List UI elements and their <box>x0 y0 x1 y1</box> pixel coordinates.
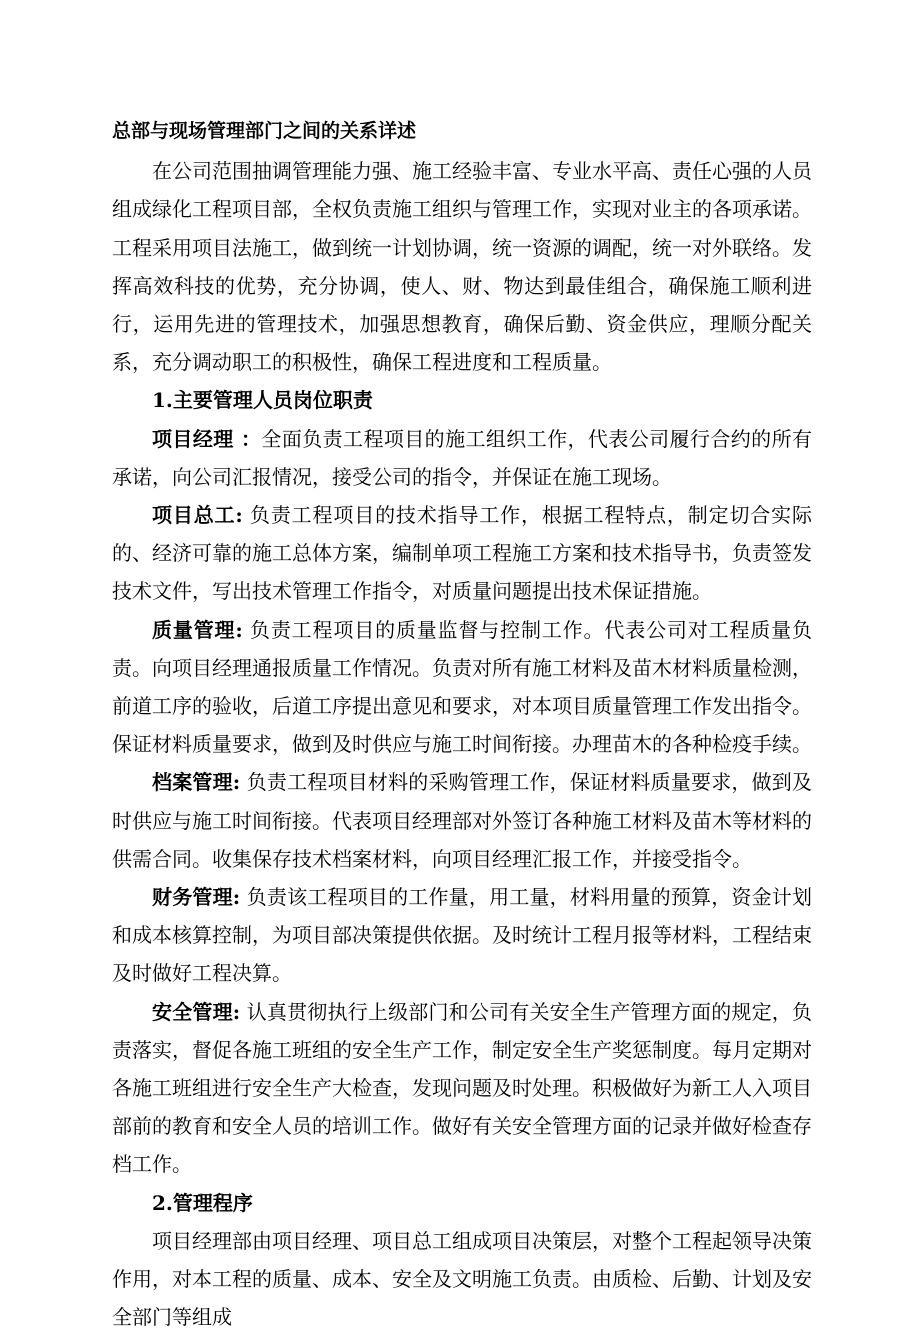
role-description: 负责工程项目的技术指导工作，根据工程特点，制定切合实际的、经济可靠的施工总体方案，编制单项工程施工方案和技术指导书，负责签发技术文件，写出技术管理工作指令，对质量问题提出技术保证措施。 <box>112 503 813 604</box>
role-paragraph-finance <box>112 878 812 993</box>
role-description: 负责工程项目材料的采购管理工作，保证材料质量要求，做到及时供应与施工时间衔接。代表项目经理部对外签订各种施工材料及苗木等材料的供需合同。收集保存技术档案材料，向项目经理汇报工作，并接受指令。 <box>112 770 812 871</box>
section-heading-procedure: 2.管理程序 <box>152 1190 253 1215</box>
role-description: 负责工程项目的质量监督与控制工作。代表公司对工程质量负责。向项目经理通报质量工作情况。负责对所有施工材料及苗木材料质量检测，前道工序的验收，后道工序提出意见和要求，对本项目质量管理工作发出指令。保证材料质量要求，做到及时供应与施工时间衔接。办理苗木的各种检疫手续。 <box>112 617 813 757</box>
role-label: 质量管理: <box>152 617 243 642</box>
role-label: 财务管理: <box>152 885 241 910</box>
role-description: 负责该工程项目的工作量，用工量，材料用量的预算，资金计划和成本核算控制，为项目部决策提供依据。及时统计工程月报等材料，工程结束及时做好工程决算。 <box>112 885 812 986</box>
role-description: 认真贯彻执行上级部门和公司有关安全生产管理方面的规定，负责落实，督促各施工班组的安全生产工作，制定安全生产奖惩制度。每月定期对各施工班组进行安全生产大检查，发现问题及时处理。积极做好为新工人入项目部前的教育和安全人员的培训工作。做好有关安全管理方面的记录并做好检查存档工作。 <box>112 999 812 1177</box>
role-label: 项目经理 ： <box>152 426 262 451</box>
role-paragraph-project-manager <box>112 420 812 496</box>
section-heading-duties: 1.主要管理人员岗位职责 <box>152 388 373 413</box>
role-paragraph-safety <box>112 993 812 1184</box>
role-label: 安全管理: <box>152 999 241 1024</box>
role-description: 全面负责工程项目的施工组织工作，代表公司履行合约的所有承诺，向公司汇报情况，接受公司的指令，并保证在施工现场。 <box>112 426 812 489</box>
role-paragraph-chief-engineer <box>112 496 812 611</box>
intro-paragraph: 在公司范围抽调管理能力强、施工经验丰富、专业水平高、责任心强的人员组成绿化工程项目部，全权负责施工组织与管理工作，实现对业主的各项承诺。工程采用项目法施工，做到统一计划协调，统一资源的调配，统一对外联络。发挥高效科技的优势，充分协调，使人、财、物达到最佳组合，确保施工顺利进行，运用先进的管理技术，加强思想教育，确保后勤、资金供应，理顺分配关系，充分调动职工的积极性，确保工程进度和工程质量。 <box>112 159 812 375</box>
procedure-paragraph: 项目经理部由项目经理、项目总工组成项目决策层，对整个工程起领导决策作用，对本工程的质量、成本、安全及文明施工负责。由质检、后勤、计划及安全部门等组成 <box>112 1228 812 1330</box>
role-label: 档案管理: <box>152 770 241 795</box>
role-paragraph-archives <box>112 763 812 878</box>
role-label: 项目总工: <box>152 503 243 528</box>
document-title: 总部与现场管理部门之间的关系详述 <box>112 120 417 142</box>
role-paragraph-quality <box>112 611 812 764</box>
document-page <box>112 112 812 1337</box>
